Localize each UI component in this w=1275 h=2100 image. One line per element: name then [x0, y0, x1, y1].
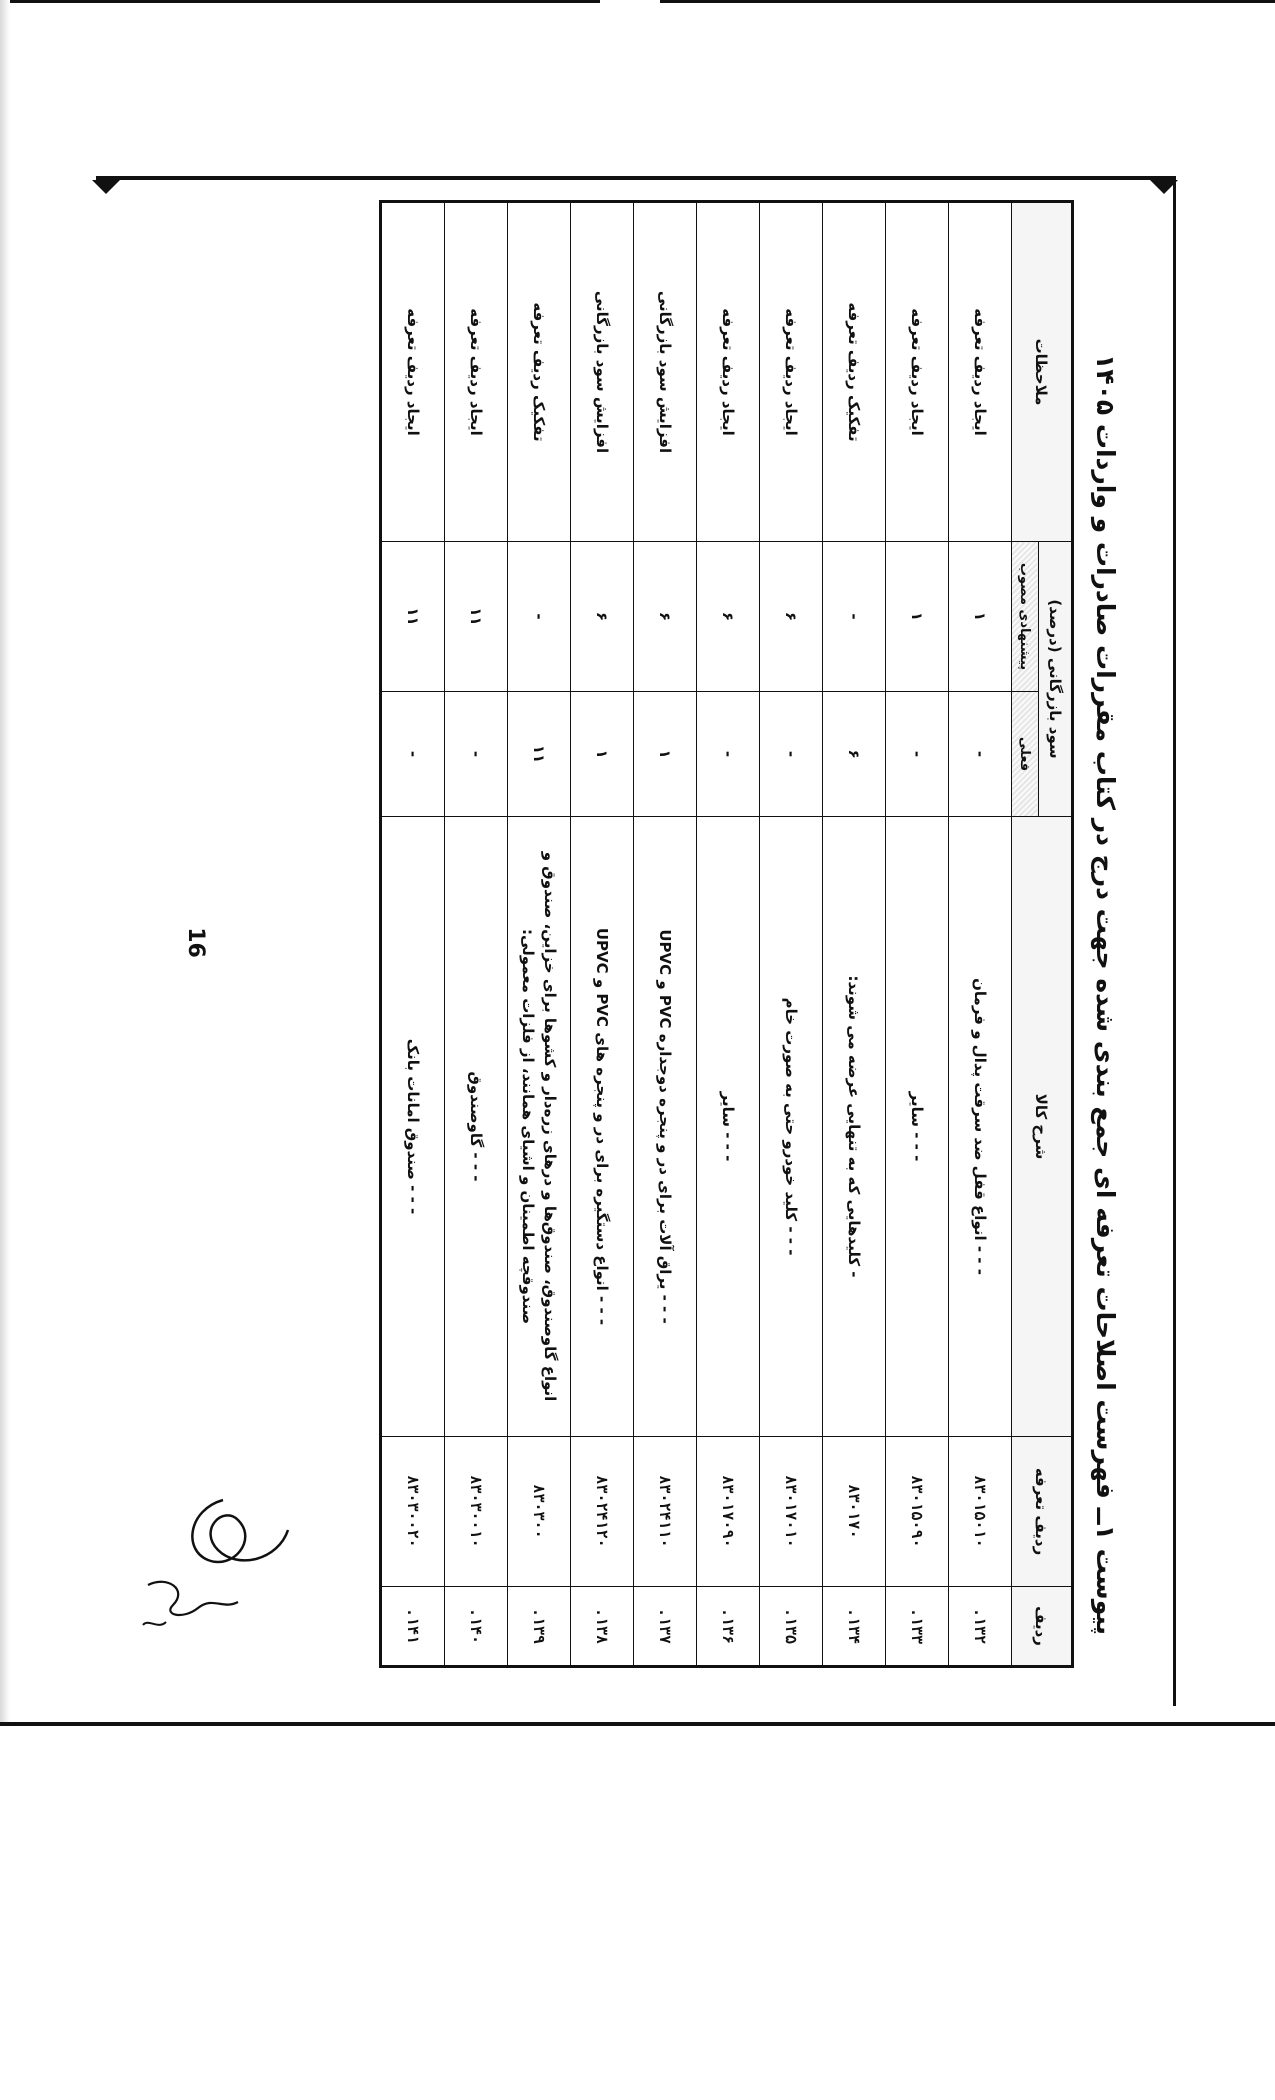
cell-description: - - - یراق آلات برای در و پنجره دوجداره PVC و UPVC: [634, 817, 697, 1437]
cell-remarks: ایجاد ردیف تعرفه: [949, 202, 1012, 542]
cell-proposed-rate: ۱۱: [381, 542, 445, 692]
cell-remarks: افزایش سود بازرگانی: [634, 202, 697, 542]
table-row: [886, 202, 949, 1667]
cell-proposed-rate: -: [508, 542, 571, 692]
scan-left-edge-shadow: [0, 0, 10, 1722]
cell-tariff-code: ۸۳۰۳۰۰۲۰: [381, 1437, 445, 1587]
cell-row-number: .۱۳۴: [823, 1587, 886, 1667]
table-row: [697, 202, 760, 1667]
cell-current-rate: -: [381, 692, 445, 817]
header-tariff-code: ردیف تعرفه: [1012, 1437, 1073, 1587]
cell-tariff-code: ۸۳۰۲۴۱۲۰: [571, 1437, 634, 1587]
cell-tariff-code: ۸۳۰۱۷۰: [823, 1437, 886, 1587]
header-remarks: ملاحظات: [1012, 202, 1073, 542]
cell-proposed-rate: -: [823, 542, 886, 692]
cell-remarks: ایجاد ردیف تعرفه: [697, 202, 760, 542]
table-row: [381, 202, 445, 1667]
cell-remarks: ایجاد ردیف تعرفه: [381, 202, 445, 542]
document-title: پیوست ۱ــ فهرست اصلاحات تعرفه ای جمع بندی شده جهت درج در کتاب مقررات صادرات و واردات ۱۴۰۵: [1091, 354, 1120, 1635]
cell-description: - - - صندوق امانات بانک: [381, 817, 445, 1437]
table-header-row: [1039, 202, 1073, 1667]
cell-tariff-code: ۸۳۰۳۰۰۱۰: [445, 1437, 508, 1587]
table-row: [571, 202, 634, 1667]
cell-row-number: .۱۴۱: [381, 1587, 445, 1667]
cell-current-rate: ۱۱: [508, 692, 571, 817]
cell-proposed-rate: ۱۱: [445, 542, 508, 692]
cell-row-number: .۱۴۰: [445, 1587, 508, 1667]
cell-current-rate: -: [445, 692, 508, 817]
cell-description: - - - سایر: [697, 817, 760, 1437]
header-commercial-profit: سود بازرگانی (درصد): [1039, 542, 1073, 817]
cell-proposed-rate: ۶: [571, 542, 634, 692]
cell-row-number: .۱۳۵: [760, 1587, 823, 1667]
cell-current-rate: ۶: [823, 692, 886, 817]
cell-tariff-code: ۸۳۰۳۰۰: [508, 1437, 571, 1587]
header-description: شرح کالا: [1012, 817, 1073, 1437]
cell-description: - - - گاوصندوق: [445, 817, 508, 1437]
cell-tariff-code: ۸۳۰۱۷۰۱۰: [760, 1437, 823, 1587]
cell-proposed-rate: ۱: [886, 542, 949, 692]
table-row: [445, 202, 508, 1667]
table-row: [508, 202, 571, 1667]
cell-current-rate: ۱: [571, 692, 634, 817]
cell-remarks: تفکیک ردیف تعرفه: [508, 202, 571, 542]
cell-remarks: ایجاد ردیف تعرفه: [760, 202, 823, 542]
cell-tariff-code: ۸۳۰۱۷۰۹۰: [697, 1437, 760, 1587]
cell-current-rate: -: [886, 692, 949, 817]
table-row: [760, 202, 823, 1667]
cell-description: - - - انواع قفل ضد سرقت پدال و فرمان: [949, 817, 1012, 1437]
cell-description: - - - انواع دستگیره برای در و پنجره های PVC و UPVC: [571, 817, 634, 1437]
cell-current-rate: -: [760, 692, 823, 817]
tariff-amendments-table: [379, 200, 1074, 1668]
cell-description: - - - کلید خودرو حتی به صورت خام: [760, 817, 823, 1437]
rotated-page-content: [274, 200, 1134, 1665]
cell-current-rate: -: [949, 692, 1012, 817]
cell-proposed-rate: ۱: [949, 542, 1012, 692]
page-number: 16: [182, 927, 208, 958]
scan-bottom-edge: [0, 1722, 1275, 1726]
header-current-rate: فعلی: [1012, 692, 1039, 817]
cell-row-number: .۱۳۹: [508, 1587, 571, 1667]
cell-remarks: افزایش سود بازرگانی: [571, 202, 634, 542]
cell-tariff-code: ۸۳۰۱۵۰۹۰: [886, 1437, 949, 1587]
cell-row-number: .۱۳۸: [571, 1587, 634, 1667]
cell-description: انواع گاوصندوق، صندوق‌ها و درهای زره‌دار و کشوها برای خزاین، صندوق و صندوقچه اطمینان و اشیای همانند، از فلزات معمولی:: [508, 817, 571, 1437]
cell-proposed-rate: ۶: [697, 542, 760, 692]
frame-corner-marker-left: [92, 180, 120, 194]
cell-row-number: .۱۳۲: [949, 1587, 1012, 1667]
table-row: [949, 202, 1012, 1667]
scan-top-edge: [0, 0, 1275, 3]
cell-tariff-code: ۸۳۰۲۴۱۱۰: [634, 1437, 697, 1587]
header-row-number: ردیف: [1012, 1587, 1073, 1667]
cell-description: - کلیدهایی که به تنهایی عرضه می شوند:: [823, 817, 886, 1437]
cell-current-rate: -: [697, 692, 760, 817]
cell-remarks: ایجاد ردیف تعرفه: [886, 202, 949, 542]
cell-remarks: ایجاد ردیف تعرفه: [445, 202, 508, 542]
cell-row-number: .۱۳۳: [886, 1587, 949, 1667]
cell-row-number: .۱۳۶: [697, 1587, 760, 1667]
cell-current-rate: ۱: [634, 692, 697, 817]
cell-proposed-rate: ۶: [634, 542, 697, 692]
cell-tariff-code: ۸۳۰۱۵۰۱۰: [949, 1437, 1012, 1587]
header-proposed-rate: پیشنهادی مصوب: [1012, 542, 1039, 692]
cell-proposed-rate: ۶: [760, 542, 823, 692]
handwritten-signature: [128, 1490, 298, 1640]
cell-description: - - - سایر: [886, 817, 949, 1437]
cell-row-number: .۱۳۷: [634, 1587, 697, 1667]
table-row: [634, 202, 697, 1667]
frame-corner-marker-right: [1150, 180, 1178, 194]
table-row: [823, 202, 886, 1667]
cell-remarks: تفکیک ردیف تعرفه: [823, 202, 886, 542]
